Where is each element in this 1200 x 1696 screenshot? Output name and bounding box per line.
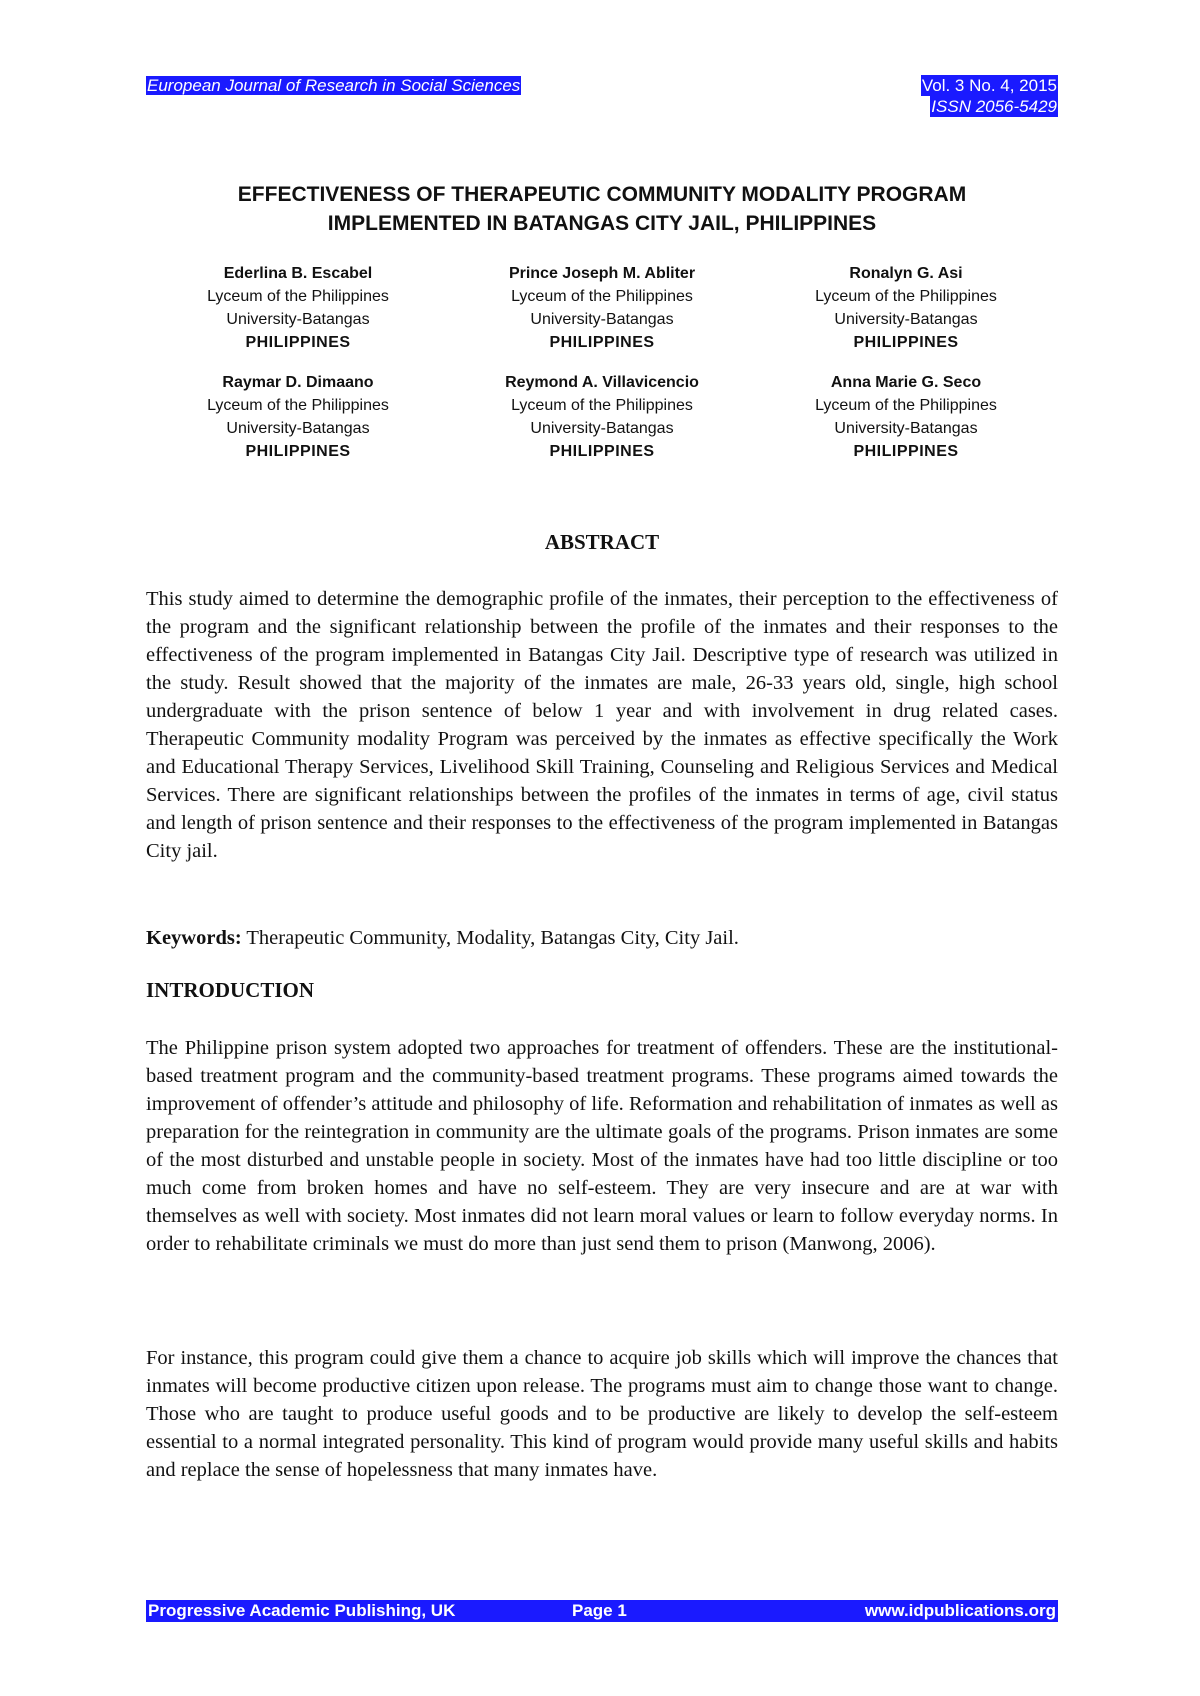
page-number: Page 1 [572, 1601, 627, 1620]
author-name: Anna Marie G. Seco [830, 374, 982, 391]
author-affiliation-unit: University-Batangas [226, 420, 370, 437]
author-name: Ederlina B. Escabel [223, 265, 373, 282]
keywords-label: Keywords: [146, 927, 242, 949]
author-list [146, 262, 1058, 463]
journal-name-text: European Journal of Research in Social Sciences [147, 76, 521, 95]
publisher-name: Progressive Academic Publishing, UK [148, 1601, 456, 1620]
page-footer [146, 1600, 1058, 1622]
paper-title [146, 180, 1058, 238]
introduction-heading: INTRODUCTION [146, 978, 315, 1002]
title-line-2: IMPLEMENTED IN BATANGAS CITY JAIL, PHILIPPINES [327, 212, 877, 235]
author-country: PHILIPPINES [245, 443, 351, 460]
author-block [754, 262, 1058, 354]
author-affiliation: Lyceum of the Philippines [511, 397, 693, 414]
author-name: Raymar D. Dimaano [222, 374, 374, 391]
author-block [754, 371, 1058, 463]
author-block [146, 262, 450, 354]
author-name: Prince Joseph M. Abliter [508, 265, 696, 282]
abstract-text: This study aimed to determine the demographic profile of the inmates, their perception to the effectiveness of the program and the significant relationship between the profile of the inmates and their responses to the effectiveness of the program implemented in Batangas City Jail. Descriptive type of research was utilized in the study. Result showed that the majority of the inmates are male, 26-33 years old, single, high school undergraduate with the prison sentence of below 1 year and with involvement in drug related cases. Therapeutic Community modality Program was perceived by the inmates as effective specifically the Work and Educational Therapy Services, Livelihood Skill Training, Counseling and Religious Services and Medical Services. There are significant relationships between the profiles of the inmates in terms of age, civil status and length of prison sentence and their responses to the effectiveness of the program implemented in Batangas City jail. [146, 588, 1058, 862]
author-country: PHILIPPINES [853, 443, 959, 460]
author-country: PHILIPPINES [549, 443, 655, 460]
issn-text: ISSN 2056-5429 [931, 97, 1057, 116]
website-link[interactable]: www.idpublications.org [864, 1601, 1056, 1620]
author-affiliation: Lyceum of the Philippines [511, 288, 693, 305]
title-line-1: EFFECTIVENESS OF THERAPEUTIC COMMUNITY MODALITY PROGRAM [237, 183, 967, 206]
author-country: PHILIPPINES [245, 334, 351, 351]
abstract-heading: ABSTRACT [544, 530, 660, 554]
author-affiliation-unit: University-Batangas [834, 420, 978, 437]
keywords-text: Therapeutic Community, Modality, Batangas City, City Jail. [241, 927, 739, 949]
keywords [146, 924, 1058, 952]
author-affiliation: Lyceum of the Philippines [207, 288, 389, 305]
author-affiliation: Lyceum of the Philippines [815, 397, 997, 414]
volume-text: Vol. 3 No. 4, 2015 [921, 76, 1057, 95]
author-affiliation-unit: University-Batangas [834, 311, 978, 328]
author-affiliation-unit: University-Batangas [530, 420, 674, 437]
introduction-paragraph-2: For instance, this program could give them a chance to acquire job skills which will improve the chances that inmates will become productive citizen upon release. The programs must aim to change those want to change. Those who are taught to produce useful goods and to be productive are likely to develop the self-esteem essential to a normal integrated personality. This kind of program would provide many useful skills and habits and replace the sense of hopelessness that many inmates have. [146, 1347, 1058, 1481]
author-affiliation: Lyceum of the Philippines [815, 288, 997, 305]
author-block [450, 262, 754, 354]
author-affiliation: Lyceum of the Philippines [207, 397, 389, 414]
author-affiliation-unit: University-Batangas [530, 311, 674, 328]
author-country: PHILIPPINES [853, 334, 959, 351]
author-country: PHILIPPINES [549, 334, 655, 351]
author-block [146, 371, 450, 463]
journal-name [146, 75, 521, 96]
introduction-paragraph-1: The Philippine prison system adopted two approaches for treatment of offenders. These are the institutional- based treatment program and the community-based treatment programs. These programs aimed towards the improvement of offender’s attitude and philosophy of life. Reformation and rehabilitation of inmates as well as preparation for the reintegration in community are the ultimate goals of the programs. Prison inmates are some of the most disturbed and unstable people in society. Most of the inmates have had too little discipline or too much come from broken homes and have no self-esteem. They are very insecure and are at war with themselves as well with society. Most inmates did not learn moral values or learn to follow everyday norms. In order to rehabilitate criminals we must do more than just send them to prison (Manwong, 2006). [146, 1037, 1058, 1255]
author-block [450, 371, 754, 463]
author-name: Reymond A. Villavicencio [505, 374, 699, 391]
author-affiliation-unit: University-Batangas [226, 311, 370, 328]
author-name: Ronalyn G. Asi [849, 265, 963, 282]
volume-info [921, 75, 1058, 117]
